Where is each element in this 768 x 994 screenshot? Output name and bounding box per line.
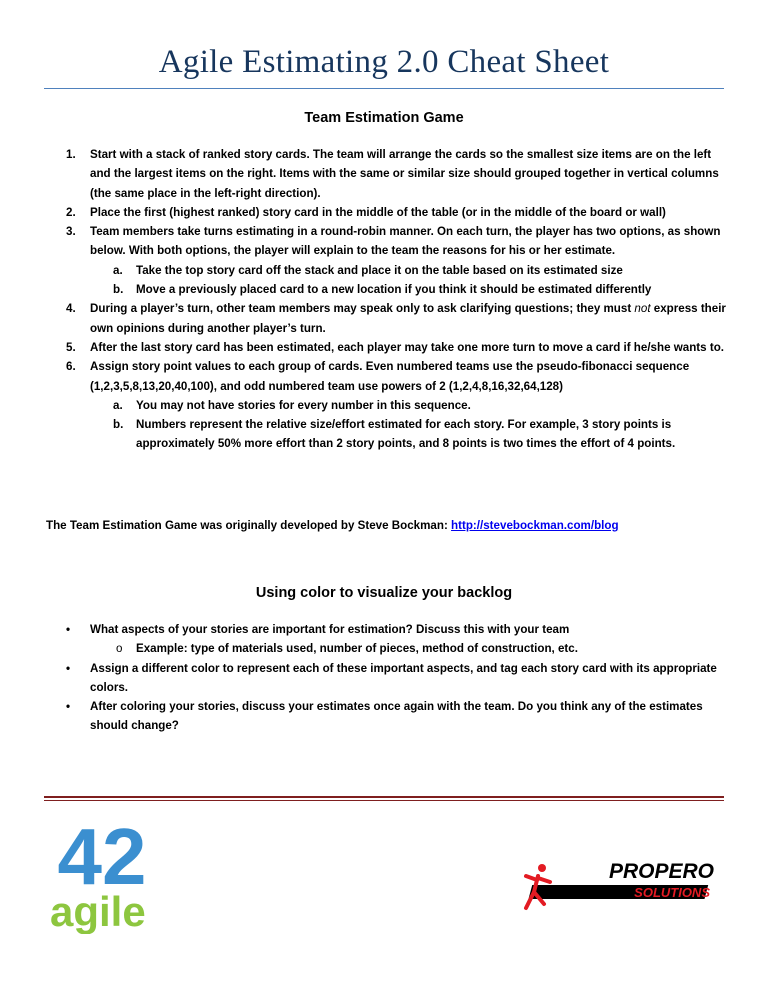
sub-item-letter: a. [113, 263, 123, 277]
sub-list-item [0, 415, 768, 454]
section-heading-color-backlog: Using color to visualize your backlog [255, 585, 513, 601]
propero-solutions-logo [518, 856, 718, 926]
list-item [0, 620, 768, 639]
bullet-icon: • [66, 700, 71, 714]
item-number: 4. [66, 302, 76, 316]
sub-list-item [0, 261, 768, 280]
agile42-logo [44, 814, 174, 934]
logo-word: agile [50, 888, 146, 934]
bullet-icon: • [66, 623, 71, 636]
item-number: 3. [66, 225, 76, 239]
sub-item-text: Take the top story card off the stack and place it on the table based on its estimated size [136, 263, 623, 277]
item-text-before: During a player’s turn, other team members may speak only to ask clarifying questions; they must [90, 302, 635, 316]
sub-item-text: Numbers represent the relative size/effort estimated for each story. For example, 3 story points is approximately 50% more effort than 2 story points, and 8 points is two times the effort of 4 points. [136, 418, 676, 451]
item-text: Assign a different color to represent each of these important aspects, and tag each story card with its appropriate colors. [90, 661, 717, 694]
sub-item-text: You may not have stories for every number in this sequence. [136, 398, 471, 412]
sub-list-item [0, 396, 768, 415]
sub-item-text: Example: type of materials used, number of pieces, method of construction, etc. [136, 642, 578, 656]
item-text: What aspects of your stories are important for estimation? Discuss this with your team [90, 623, 570, 636]
item-text-after: express their own opinions during another player’s turn. [90, 302, 726, 335]
item-emphasis: not [634, 302, 651, 316]
title-divider [44, 88, 724, 89]
sub-item-letter: a. [113, 398, 123, 412]
item-text: Place the first (highest ranked) story card in the middle of the table (or in the middle of the board or wall) [90, 205, 666, 219]
item-text: Start with a stack of ranked story cards. The team will arrange the cards so the smallest size items are on the left and the largest items on the right. Items with the same or similar size should grouped together in vertical columns (the same place in the left-right direction). [90, 148, 719, 200]
list-item [0, 203, 768, 222]
list-item [0, 338, 768, 357]
credit-link[interactable]: http://stevebockman.com/blog [451, 519, 619, 532]
item-number: 6. [66, 360, 76, 374]
sub-list-item [0, 280, 768, 299]
item-number: 1. [66, 148, 76, 161]
list-item [0, 222, 768, 261]
list-item [0, 697, 768, 736]
logo-number: 42 [57, 814, 147, 901]
sub-bullet-icon: o [116, 642, 123, 656]
item-number: 2. [66, 205, 76, 219]
item-number: 5. [66, 340, 76, 354]
footer-divider-thin [44, 800, 724, 801]
list-item [0, 357, 768, 396]
estimation-steps-list [0, 145, 768, 454]
logo-bottom-word: SOLUTIONS [634, 885, 710, 900]
bullet-icon: • [66, 661, 71, 675]
sub-item-letter: b. [113, 283, 124, 297]
item-text: After coloring your stories, discuss your estimates once again with the team. Do you think any of the estimates should change? [90, 700, 703, 733]
list-item [0, 299, 768, 338]
item-text: Team members take turns estimating in a round-robin manner. On each turn, the player has two options, as shown below. With both options, the player will explain to the team the reasons for his or her estimate. [90, 225, 721, 258]
list-item [0, 145, 768, 203]
section-heading-estimation-game: Team Estimation Game [304, 110, 464, 126]
list-item [0, 659, 768, 698]
item-text: Assign story point values to each group of cards. Even numbered teams use the pseudo-fibonacci sequence (1,2,3,5,8,13,20,40,100), and odd numbered team use powers of 2 (1,2,4,8,16,32,64,128) [90, 360, 690, 393]
credit-text: The Team Estimation Game was originally developed by Steve Bockman: [46, 519, 452, 532]
credit-line [46, 519, 619, 532]
sub-item-letter: b. [113, 418, 124, 432]
logo-top-word: PROPERO [608, 860, 714, 883]
item-text: After the last story card has been estimated, each player may take one more turn to move a card if he/she wants to. [90, 340, 724, 354]
color-tips-list [0, 620, 768, 736]
page-title: Agile Estimating 2.0 Cheat Sheet [158, 44, 610, 80]
footer-divider [44, 796, 724, 798]
sub-list-item [0, 639, 768, 658]
sub-item-text: Move a previously placed card to a new location if you think it should be estimated differently [136, 283, 652, 297]
